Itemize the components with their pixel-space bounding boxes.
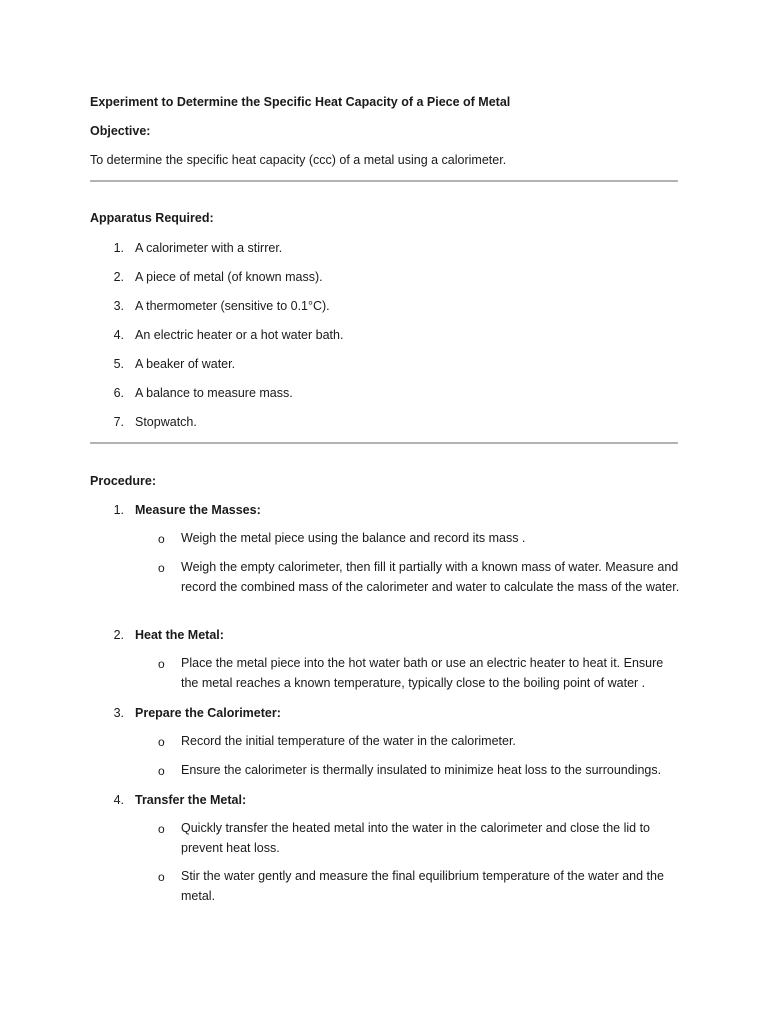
objective-text: To determine the specific heat capacity (ccc) of a metal using a calorimeter. [90,153,507,167]
list-item-number: 1. [113,241,124,255]
list-item: A thermometer (sensitive to 0.1°C). [135,299,330,313]
bullet-text: Record the initial temperature of the water in the calorimeter. [181,734,516,748]
list-item-number: 2. [113,270,124,284]
bullet-marker: o [158,657,165,671]
step-number: 1. [113,503,124,517]
objective-heading: Objective: [90,124,151,138]
bullet-text: Weigh the empty calorimeter, then fill it partially with a known mass of water. Measure and record the combined mass of the calorimeter and water to calculate the mass of the water. [181,560,680,594]
bullet-marker: o [158,735,165,749]
procedure-heading: Procedure: [90,474,156,488]
apparatus-heading: Apparatus Required: [90,211,214,225]
list-item: Stopwatch. [135,415,197,429]
step-number: 2. [113,628,124,642]
bullet-text: Stir the water gently and measure the final equilibrium temperature of the water and the metal. [181,869,664,903]
list-item: A beaker of water. [135,357,236,371]
bullet-text: Weigh the metal piece using the balance and record its mass . [181,531,526,545]
step-title: Transfer the Metal: [135,793,247,807]
step-title: Heat the Metal: [135,628,224,642]
bullet-marker: o [158,561,165,575]
list-item-number: 4. [113,328,124,342]
step-title: Prepare the Calorimeter: [135,706,281,720]
step-number: 4. [113,793,124,807]
step-title: Measure the Masses: [135,503,261,517]
bullet-marker: o [158,822,165,836]
bullet-marker: o [158,532,165,546]
list-item: A calorimeter with a stirrer. [135,241,283,255]
list-item-number: 7. [113,415,124,429]
list-item-number: 6. [113,386,124,400]
list-item-number: 5. [113,357,124,371]
document-title: Experiment to Determine the Specific Heat Capacity of a Piece of Metal [90,95,511,109]
section-divider [90,180,678,182]
list-item-number: 3. [113,299,124,313]
bullet-text: Place the metal piece into the hot water bath or use an electric heater to heat it. Ensure the metal reaches a known temperature, typically close to the boiling point of water . [181,656,664,690]
bullet-text: Ensure the calorimeter is thermally insulated to minimize heat loss to the surroundings. [181,763,662,777]
list-item: A balance to measure mass. [135,386,293,400]
section-divider [90,442,678,444]
bullet-marker: o [158,870,165,884]
list-item: An electric heater or a hot water bath. [135,328,344,342]
bullet-marker: o [158,764,165,778]
list-item: A piece of metal (of known mass). [135,270,323,284]
step-number: 3. [113,706,124,720]
bullet-text: Quickly transfer the heated metal into the water in the calorimeter and close the lid to prevent heat loss. [181,821,650,855]
